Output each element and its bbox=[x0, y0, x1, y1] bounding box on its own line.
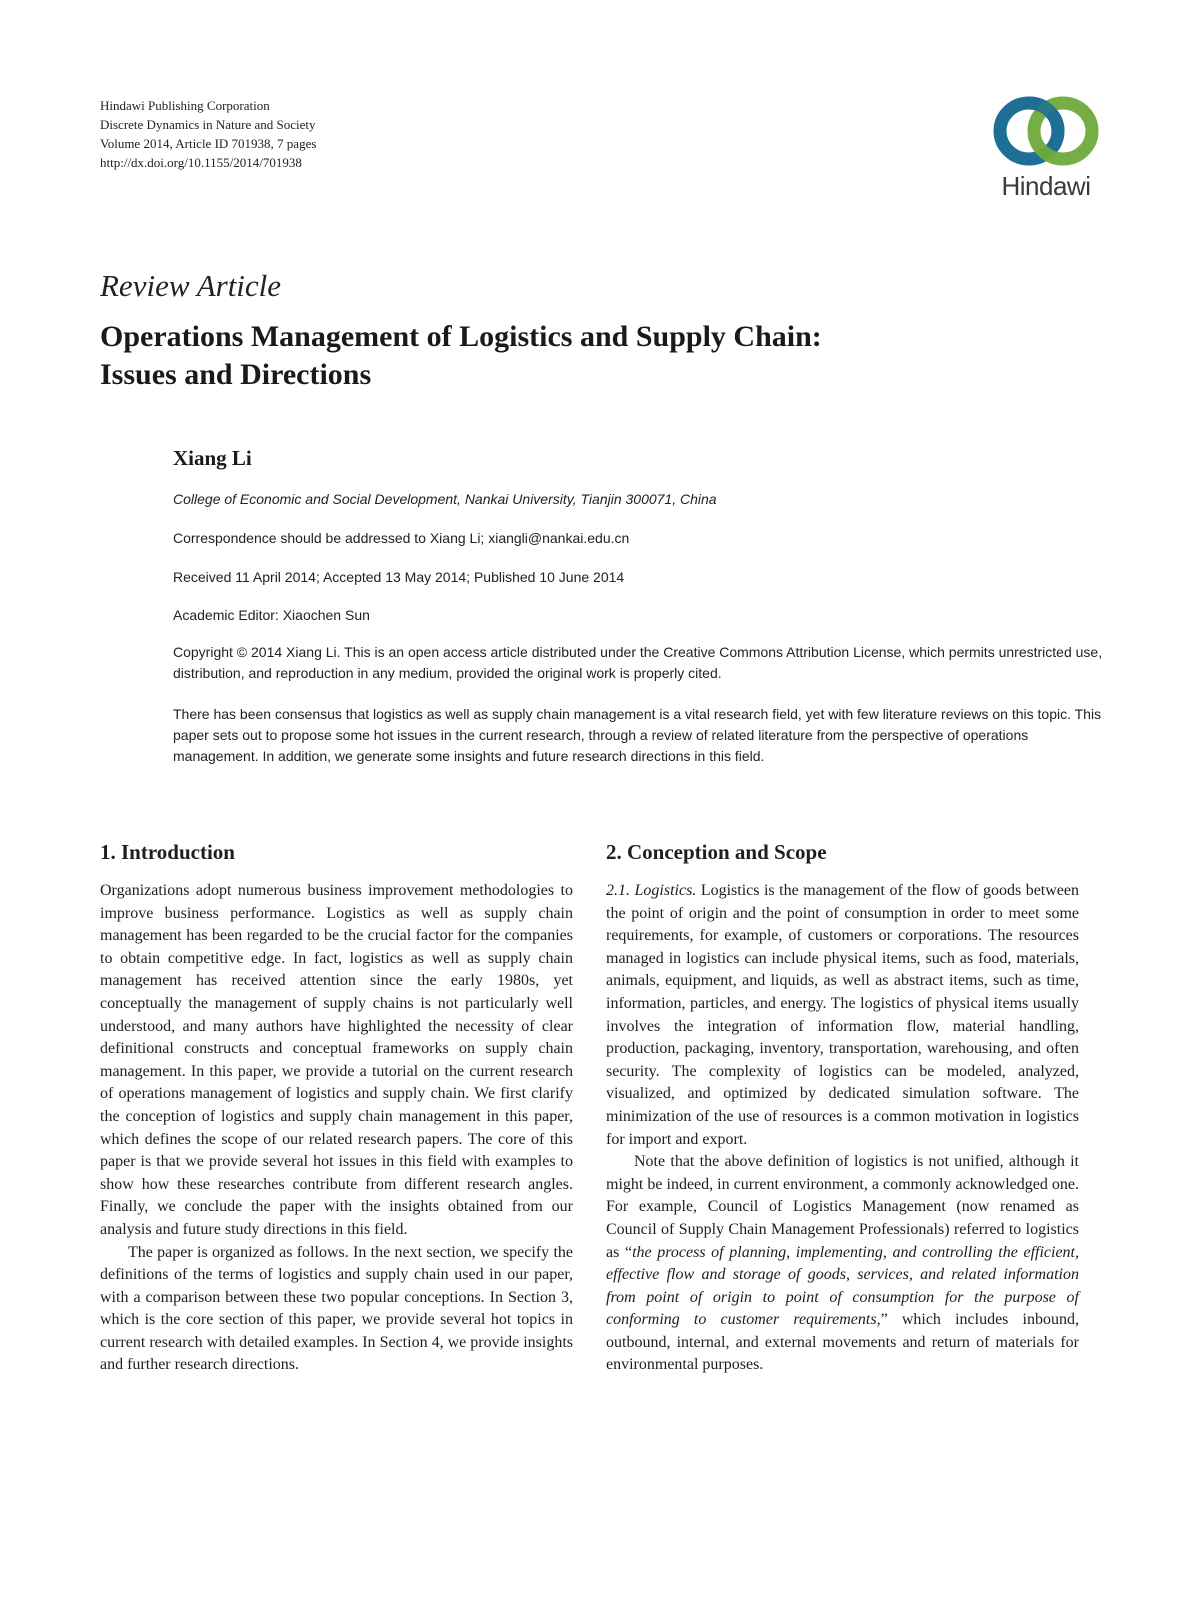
correspondence: Correspondence should be addressed to Xiang Li; xiangli@nankai.edu.cn bbox=[173, 530, 630, 546]
publication-dates: Received 11 April 2014; Accepted 13 May 2014; Published 10 June 2014 bbox=[173, 569, 625, 585]
academic-editor: Academic Editor: Xiaochen Sun bbox=[173, 607, 370, 623]
logistics-paragraph-2 bbox=[606, 1151, 1079, 1377]
clm-definition-quote: the process of planning, implementing, and controlling the efficient, effective flow and storage of goods, services, and related information from point of origin to point of consumption for the purpose of conforming to customer requirements bbox=[606, 1243, 1080, 1329]
abstract: There has been consensus that logistics as well as supply chain management is a vital research field, yet with few literature reviews on this topic. This paper sets out to propose some hot issues in the current research, through a review of related literature from the perspective of operations management. In addition, we generate some insights and future research directions in this field. bbox=[173, 706, 1102, 764]
intro-paragraph-1: Organizations adopt numerous business improvement methodologies to improve business performance. Logistics as well as supply chain management has been regarded to be the crucial factor for the companies to obtain competitive edge. In fact, logistics as well as supply chain management has received attention since the early 1980s, yet conceptually the management of supply chains is not particularly well understood, and many authors have highlighted the necessity of clear definitional constructs and conceptual frameworks on supply chain management. In this paper, we provide a tutorial on the current research of operations management of logistics and supply chain. We first clarify the conception of logistics and supply chain management in this paper, which defines the scope of our related research papers. The core of this paper is that we provide several hot issues in this field with examples to show how these researches contribute from different research angles. Finally, we conclude the paper with the insights obtained from our analysis and future study directions in this field. bbox=[100, 882, 573, 1238]
left-column bbox=[100, 838, 573, 1377]
affiliation: College of Economic and Social Development, Nankai University, Tianjin 300071, China bbox=[173, 491, 717, 507]
journal-header bbox=[100, 96, 316, 172]
copyright-notice: Copyright © 2014 Xiang Li. This is an open access article distributed under the Creative Commons Attribution License, which permits unrestricted use, distribution, and reproduction in any medium, provided the original work is properly cited. bbox=[173, 644, 1103, 681]
title-line-1: Operations Management of Logistics and Supply Chain: bbox=[100, 320, 822, 353]
volume-info: Volume 2014, Article ID 701938, 7 pages bbox=[100, 136, 317, 151]
hindawi-wordmark: Hindawi bbox=[1001, 171, 1091, 201]
logistics-p1-text: Logistics is the management of the flow of goods between the point of origin and the point of consumption in order to meet some requirements, for example, of customers or corporations. The resources managed in logistics can include physical items, such as food, materials, animals, equipment, and liquids, as well as abstract items, such as time, information, particles, and energy. The logistics of physical items usually involves the integration of information flow, material handling, production, packaging, inventory, transportation, warehousing, and often security. The complexity of logistics can be modeled, analyzed, visualized, and optimized by dedicated simulation software. The minimization of the use of resources is a common motivation in logistics for import and export. bbox=[606, 882, 1080, 1148]
author-name: Xiang Li bbox=[173, 446, 252, 470]
logistics-p2-start: Note that the above definition of logistics is not unified, although it might be indeed, in current environment, a commonly acknowledged one. For example, Council of Logistics Management (now renamed as Council of Supply Chain Management Professionals) referred to logistics as “ bbox=[606, 1153, 1079, 1261]
section-1-heading: 1. Introduction bbox=[100, 840, 235, 864]
section-2-heading: 2. Conception and Scope bbox=[606, 840, 827, 864]
hindawi-rings-icon bbox=[988, 95, 1104, 175]
right-column bbox=[606, 838, 1079, 1377]
intro-paragraph-2: The paper is organized as follows. In the next section, we specify the definitions of the terms of logistics and supply chain used in our paper, with a comparison between these two popular conceptions. In Section 3, which is the core section of this paper, we provide several hot topics in current research with detailed examples. In Section 4, we provide insights and further research directions. bbox=[100, 1243, 573, 1374]
journal-name: Discrete Dynamics in Nature and Society bbox=[100, 117, 316, 132]
article-type: Review Article bbox=[100, 268, 282, 303]
subsection-2-1-heading: 2.1. Logistics. bbox=[606, 882, 697, 899]
doi-link[interactable]: http://dx.doi.org/10.1155/2014/701938 bbox=[100, 155, 302, 170]
publisher-name: Hindawi Publishing Corporation bbox=[100, 98, 270, 113]
logistics-paragraph-1 bbox=[606, 880, 1079, 1151]
logistics-p2-end: ,” which includes inbound, outbound, internal, and external movements and return of materials for environmental purposes. bbox=[606, 1311, 1080, 1374]
article-title bbox=[100, 318, 1100, 394]
title-line-2: Issues and Directions bbox=[100, 358, 372, 391]
